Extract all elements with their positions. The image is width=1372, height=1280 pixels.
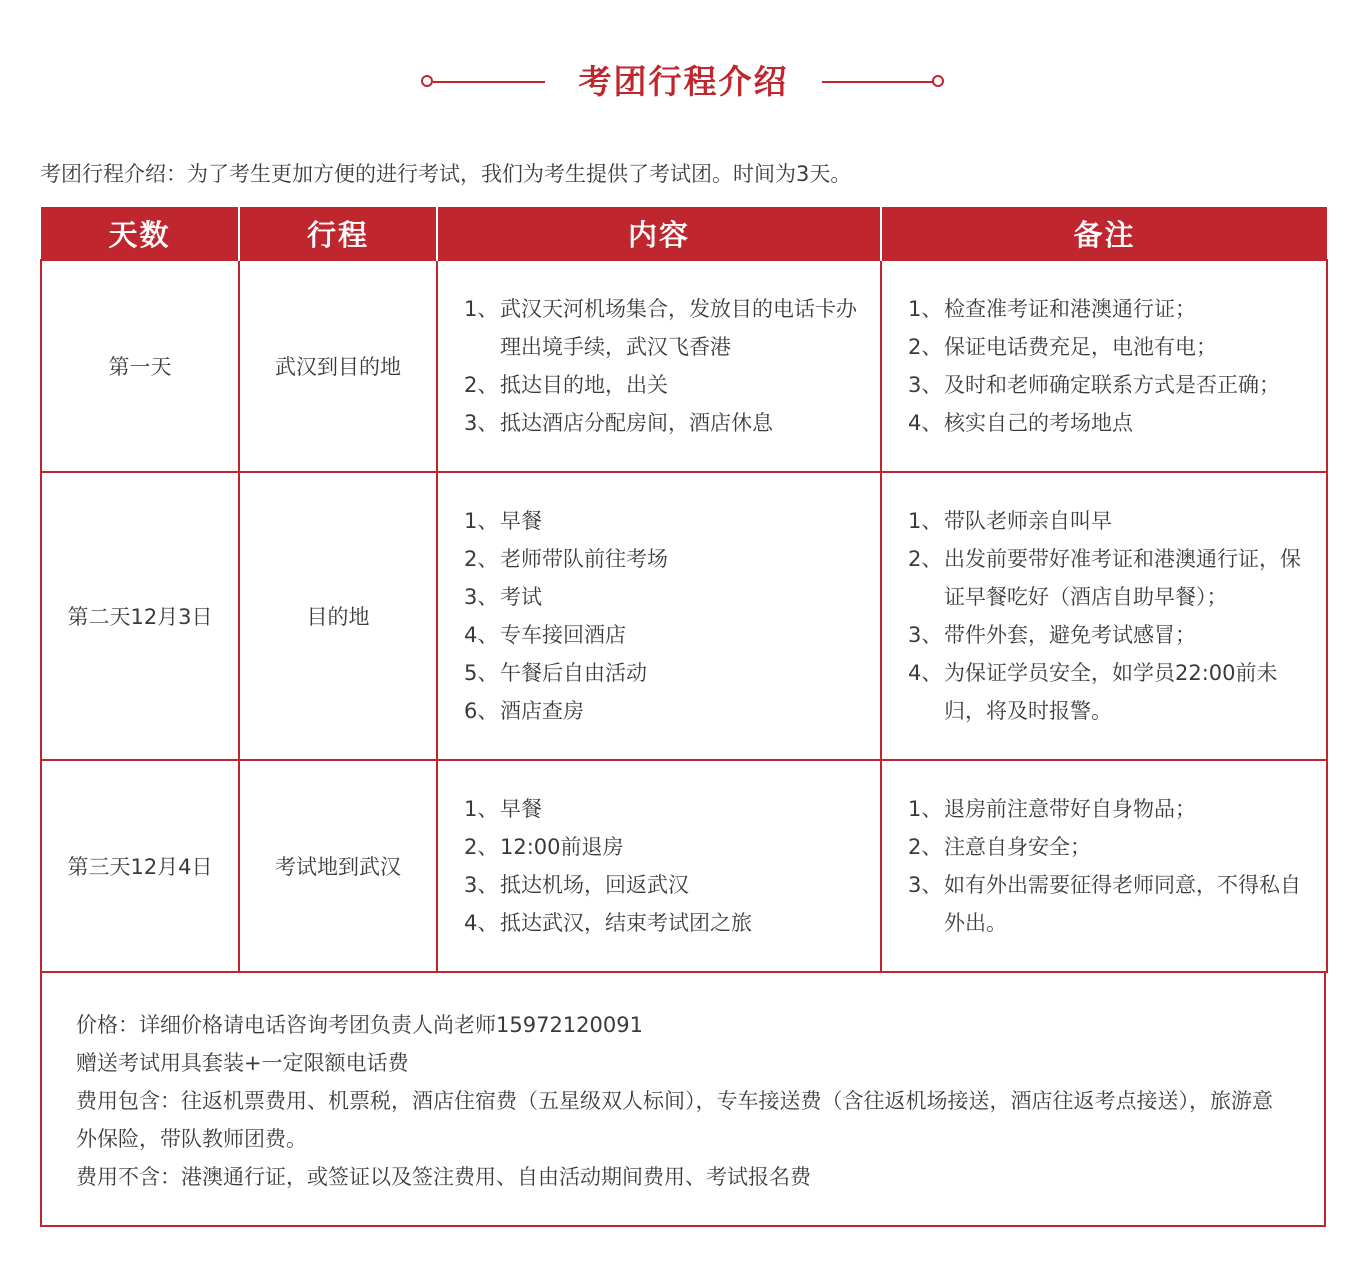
included-costs-text: 费用包含：往返机票费用、机票税，酒店住宿费（五星级双人标间），专车接送费（含往返机场接送，酒店往返考点接送），旅游意外保险，带队教师团费。: [76, 1089, 1273, 1151]
day-cell: 第三天12月4日: [41, 760, 239, 972]
route-cell: 武汉到目的地: [239, 260, 437, 472]
list-item: 4、 抵达武汉，结束考试团之旅: [464, 911, 752, 935]
list-item: 1、 早餐: [464, 797, 542, 821]
content-list: [464, 502, 866, 730]
pricing-info-box: [40, 973, 1326, 1227]
list-item: 2、 老师带队前往考场: [464, 547, 668, 571]
table-header-row: [41, 207, 1327, 260]
list-item: 2、 出发前要带好准考证和港澳通行证，保证早餐吃好（酒店自助早餐）；: [908, 547, 1301, 609]
notes-list: [908, 790, 1312, 942]
notes-cell: [881, 260, 1327, 472]
content-cell: [437, 472, 881, 760]
itinerary-table: [40, 207, 1328, 973]
gift-text: 赠送考试用具套装+一定限额电话费: [76, 1051, 409, 1075]
list-item: 1、 早餐: [464, 509, 542, 533]
content-list: [464, 290, 866, 442]
notes-cell: [881, 760, 1327, 972]
notes-list: [908, 290, 1312, 442]
table-row: [41, 260, 1327, 472]
list-item: 3、 及时和老师确定联系方式是否正确；: [908, 373, 1280, 397]
column-header-route: 行程: [239, 207, 437, 260]
notes-cell: [881, 472, 1327, 760]
route-cell: 目的地: [239, 472, 437, 760]
price-text: 价格：详细价格请电话咨询考团负责人尚老师15972120091: [76, 1013, 643, 1037]
decorative-divider: [433, 81, 545, 83]
intro-text: 考团行程介绍：为了考生更加方便的进行考试，我们为考生提供了考试团。时间为3天。: [40, 162, 852, 186]
day-cell: 第二天12月3日: [41, 472, 239, 760]
itinerary-table-wrapper: [40, 207, 1326, 1227]
list-item: 3、 带件外套，避免考试感冒；: [908, 623, 1196, 647]
list-item: 6、 酒店查房: [464, 699, 584, 723]
list-item: 1、 带队老师亲自叫早: [908, 509, 1112, 533]
table-row: [41, 472, 1327, 760]
notes-list: [908, 502, 1312, 730]
list-item: 4、 核实自己的考场地点: [908, 411, 1133, 435]
table-row: [41, 760, 1327, 972]
day-cell: 第一天: [41, 260, 239, 472]
page-title: 考团行程介绍: [578, 62, 789, 101]
column-header-days: 天数: [41, 207, 239, 260]
decorative-divider: [822, 81, 934, 83]
list-item: 1、 退房前注意带好自身物品；: [908, 797, 1196, 821]
list-item: 3、 考试: [464, 585, 542, 609]
list-item: 2、 抵达目的地，出关: [464, 373, 668, 397]
route-cell: 考试地到武汉: [239, 760, 437, 972]
list-item: 4、 为保证学员安全，如学员22:00前未归，将及时报警。: [908, 661, 1278, 723]
list-item: 2、 注意自身安全；: [908, 835, 1091, 859]
list-item: 5、 午餐后自由活动: [464, 661, 647, 685]
list-item: 3、 抵达酒店分配房间，酒店休息: [464, 411, 773, 435]
list-item: 2、 保证电话费充足，电池有电；: [908, 335, 1217, 359]
title-row: [0, 52, 1372, 112]
content-list: [464, 790, 866, 942]
decorative-circle-icon: [421, 75, 433, 87]
decorative-circle-icon: [932, 75, 944, 87]
excluded-costs-text: 费用不含：港澳通行证，或签证以及签注费用、自由活动期间费用、考试报名费: [76, 1165, 811, 1189]
column-header-notes: 备注: [881, 207, 1327, 260]
list-item: 1、 检查准考证和港澳通行证；: [908, 297, 1196, 321]
list-item: 4、 专车接回酒店: [464, 623, 626, 647]
content-cell: [437, 760, 881, 972]
list-item: 1、 武汉天河机场集合，发放目的电话卡办理出境手续，武汉飞香港: [464, 297, 857, 359]
content-cell: [437, 260, 881, 472]
list-item: 3、 如有外出需要征得老师同意，不得私自外出。: [908, 873, 1301, 935]
column-header-content: 内容: [437, 207, 881, 260]
list-item: 2、 12:00前退房: [464, 835, 624, 859]
list-item: 3、 抵达机场，回返武汉: [464, 873, 689, 897]
